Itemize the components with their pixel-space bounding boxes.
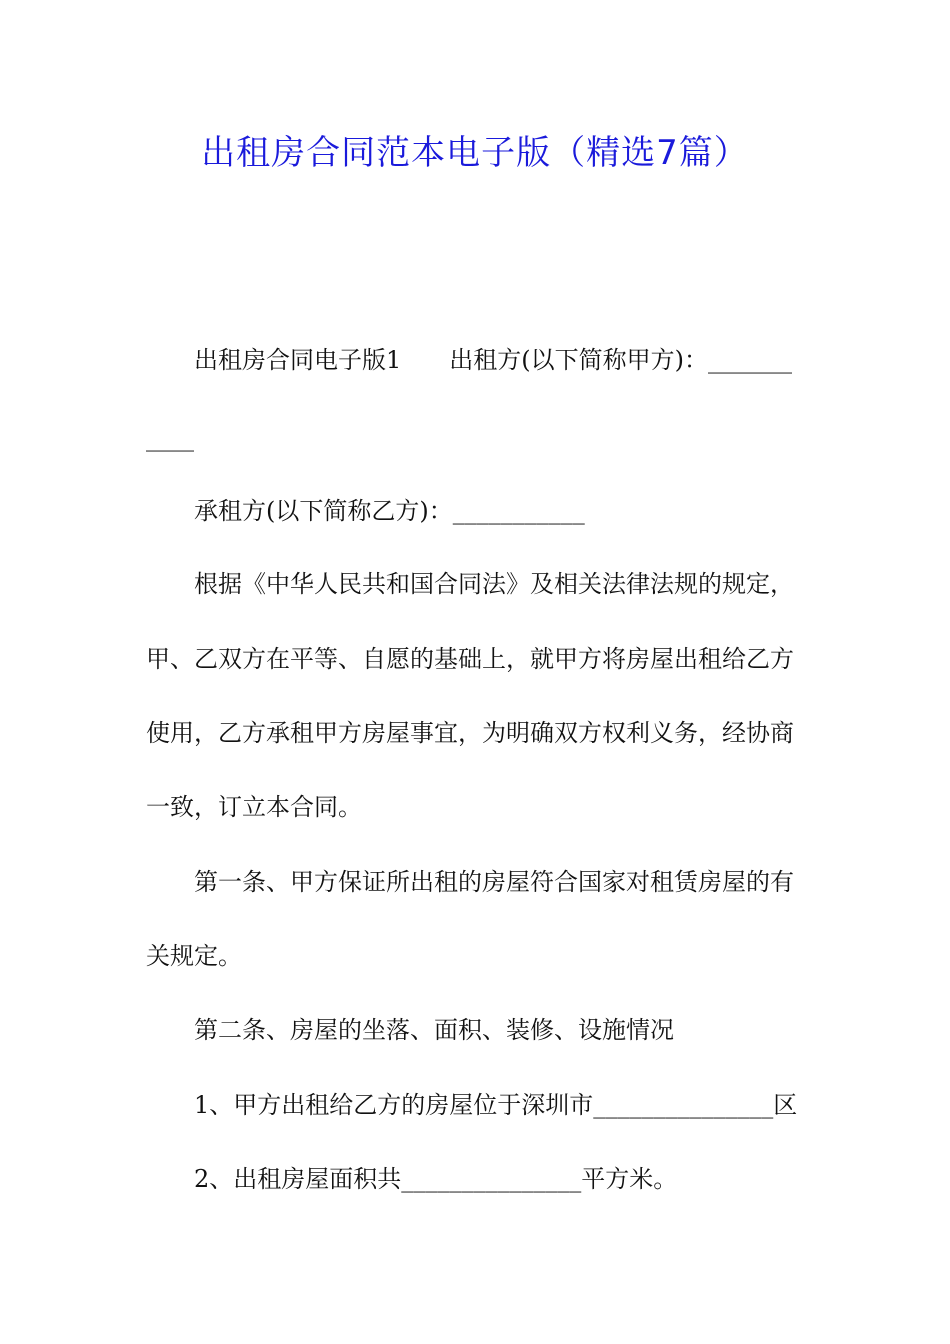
text-line: 一致，订立本合同。 <box>146 793 362 821</box>
text-line: 关规定。 <box>146 942 242 970</box>
text-line: ____ <box>146 424 194 452</box>
text-line: 甲、乙双方在平等、自愿的基础上，就甲方将房屋出租给乙方 <box>146 645 794 673</box>
text-line: 1、甲方出租给乙方的房屋位于深圳市_______________区 <box>194 1091 798 1119</box>
text-line: 2、出租房屋面积共_______________平方米。 <box>194 1165 678 1193</box>
text-line: 第二条、房屋的坐落、面积、装修、设施情况 <box>194 1016 674 1044</box>
text-line: 出租房合同电子版1 出租方(以下简称甲方)：_______ <box>194 346 792 374</box>
document-title: 出租房合同范本电子版（精选7篇） <box>201 133 749 173</box>
text-line: 使用，乙方承租甲方房屋事宜，为明确双方权利义务，经协商 <box>146 719 794 747</box>
text-line: 根据《中华人民共和国合同法》及相关法律法规的规定， <box>194 570 794 598</box>
text-line: 承租方(以下简称乙方)：___________ <box>194 497 585 525</box>
text-line: 第一条、甲方保证所出租的房屋符合国家对租赁房屋的有 <box>194 868 794 896</box>
